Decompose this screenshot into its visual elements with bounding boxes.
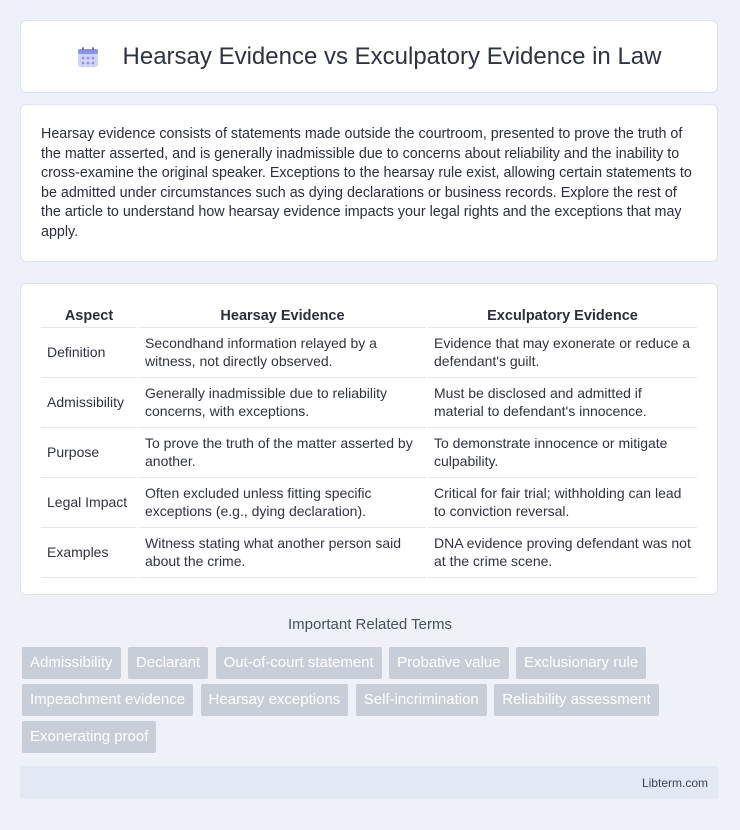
related-term-tag[interactable]: Declarant [128, 647, 208, 679]
header-aspect: Aspect [41, 304, 137, 328]
related-term-tag[interactable]: Self-incrimination [356, 684, 487, 716]
table-row [41, 528, 697, 578]
related-term-tag[interactable]: Hearsay exceptions [201, 684, 349, 716]
related-term-tag[interactable]: Out-of-court statement [216, 647, 382, 679]
related-terms-heading: Important Related Terms [288, 616, 452, 633]
header-exculpatory: Exculpatory Evidence [428, 304, 697, 328]
related-term-tag[interactable]: Reliability assessment [494, 684, 658, 716]
header-hearsay: Hearsay Evidence [139, 304, 426, 328]
row-aspect: Legal Impact [41, 478, 137, 528]
footer [20, 766, 718, 799]
row-hearsay: Often excluded unless fitting specific exceptions (e.g., dying declaration). [139, 478, 426, 528]
footer-site-link[interactable]: Libterm.com [641, 776, 708, 790]
comparison-card [20, 283, 718, 595]
row-exculpatory: To demonstrate innocence or mitigate culpability. [428, 428, 697, 478]
row-exculpatory: Must be disclosed and admitted if material to defendant's innocence. [428, 378, 697, 428]
row-aspect: Admissibility [41, 378, 137, 428]
related-term-tag[interactable]: Admissibility [22, 647, 121, 679]
row-aspect: Definition [41, 328, 137, 378]
table-row [41, 428, 697, 478]
comparison-table [39, 304, 699, 578]
row-hearsay: Secondhand information relayed by a witness, not directly observed. [139, 328, 426, 378]
calendar-icon [77, 46, 99, 68]
row-hearsay: Witness stating what another person said about the crime. [139, 528, 426, 578]
related-terms-list [22, 647, 722, 758]
related-term-tag[interactable]: Impeachment evidence [22, 684, 193, 716]
intro-paragraph: Hearsay evidence consists of statements made outside the courtroom, presented to prove the truth of the matter asserted, and is generally inadmissible due to concerns about reliability and the inability to cross-examine the original speaker. Exceptions to the hearsay rule exist, allowing certain statements to be admitted under circumstances such as dying declarations or business records. Explore the rest of the article to understand how hearsay evidence impacts your legal rights and the exceptions that may apply. [41, 126, 692, 240]
intro-card [20, 104, 718, 262]
related-term-tag[interactable]: Probative value [389, 647, 508, 679]
table-header-row [41, 304, 697, 328]
row-exculpatory: Critical for fair trial; withholding can lead to conviction reversal. [428, 478, 697, 528]
row-exculpatory: DNA evidence proving defendant was not at the crime scene. [428, 528, 697, 578]
row-exculpatory: Evidence that may exonerate or reduce a defendant's guilt. [428, 328, 697, 378]
title-card [20, 20, 718, 93]
table-row [41, 478, 697, 528]
page-title: Hearsay Evidence vs Exculpatory Evidence in Law [122, 42, 662, 70]
row-aspect: Examples [41, 528, 137, 578]
table-row [41, 378, 697, 428]
related-term-tag[interactable]: Exclusionary rule [516, 647, 646, 679]
row-hearsay: To prove the truth of the matter asserted by another. [139, 428, 426, 478]
row-aspect: Purpose [41, 428, 137, 478]
table-row [41, 328, 697, 378]
related-term-tag[interactable]: Exonerating proof [22, 721, 156, 753]
row-hearsay: Generally inadmissible due to reliability concerns, with exceptions. [139, 378, 426, 428]
